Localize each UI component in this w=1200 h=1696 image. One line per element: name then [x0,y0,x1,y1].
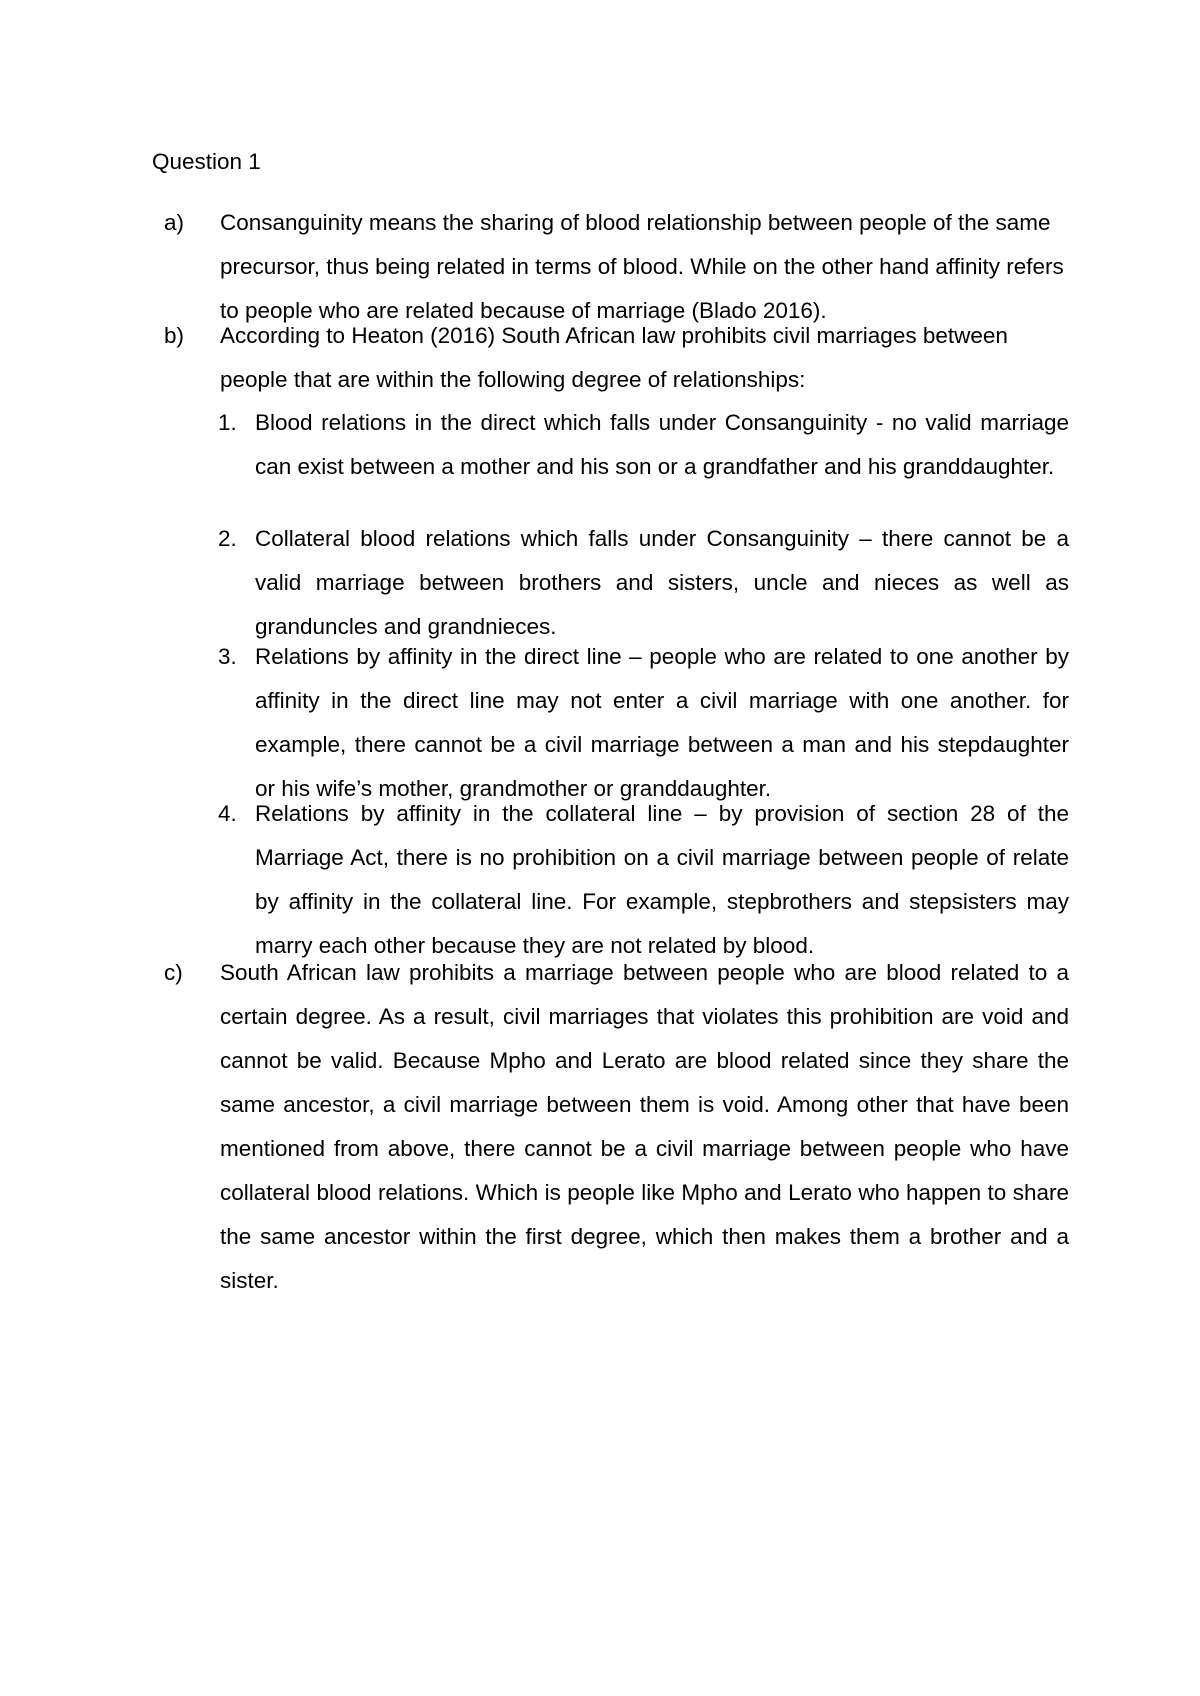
list-item [218,517,1069,649]
list-item-text: Blood relations in the direct which falls under Consanguinity - no valid marriage can exist between a mother and his son or a grandfather and his granddaughter. [255,410,1069,479]
list-item-text: Relations by affinity in the direct line – people who are related to one another by affinity in the direct line may not enter a civil marriage with one another. for example, there cannot be a civil marriage between a man and his stepdaughter or his wife’s mother, grandmother or granddaughter. [255,644,1069,801]
list-item-number: 2. [218,526,237,551]
section-c [164,951,1069,1303]
list-item-number: 3. [218,644,237,669]
list-item [218,401,1069,489]
section-c-label: c) [164,960,183,985]
list-item-text: Collateral blood relations which falls under Consanguinity – there cannot be a valid marriage between brothers and sisters, uncle and nieces as well as granduncles and grandnieces. [255,526,1069,639]
list-item-number: 4. [218,801,237,826]
section-b-intro: According to Heaton (2016) South African law prohibits civil marriages between people that are within the following degree of relationships: [220,323,1008,392]
list-item-text: Relations by affinity in the collateral line – by provision of section 28 of the Marriage Act, there is no prohibition on a civil marriage between people of relate by affinity in the collateral line. For example, stepbrothers and stepsisters may marry each other because they are not related by blood. [255,801,1069,958]
section-b-label: b) [164,323,185,348]
list-item [218,792,1069,968]
question-title: Question 1 [152,149,261,174]
section-a-text: Consanguinity means the sharing of blood relationship between people of the same precursor, thus being related in terms of blood. While on the other hand affinity refers to people who are related because of marriage (Blado 2016). [220,210,1064,323]
section-a-label: a) [164,210,185,235]
section-b [164,314,1069,402]
list-item [218,635,1069,811]
section-c-text: South African law prohibits a marriage between people who are blood related to a certain degree. As a result, civil marriages that violates this prohibition are void and cannot be valid. Because Mpho and Lerato are blood related since they share the same ancestor, a civil marriage between them is void. Among other that have been mentioned from above, there cannot be a civil marriage between people who have collateral blood relations. Which is people like Mpho and Lerato who happen to share the same ancestor within the first degree, which then makes them a brother and a sister. [220,960,1069,1293]
list-item-number: 1. [218,410,237,435]
